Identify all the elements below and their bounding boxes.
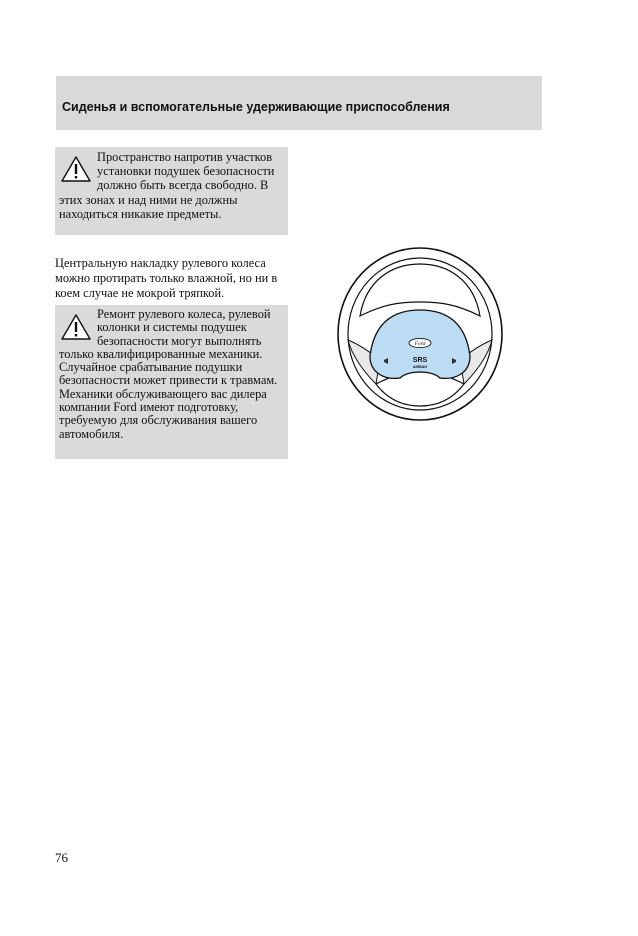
srs-label: SRS [412, 357, 428, 364]
warning-text-2: Ремонт рулевого колеса, рулевой колонки и системы подушек безопасности могут выполнять только квалифицированные механики. Случайное срабатывание подушки безопасности может привести к травмам. Механики обслуживающего вас дилера компании Ford имеют подготовку, требуемую для обслуживания вашего автомобиля. [59, 307, 278, 441]
cleaning-paragraph: Центральную накладку рулевого колеса можно протирать только влажной, но ни в коем случае не мокрой тряпкой. [55, 256, 278, 300]
warning-text-1: Пространство напротив участков установки подушек безопасности должно быть всегда свободно. В этих зонах и над ними не должны находиться никакие предметы. [59, 150, 275, 221]
steering-wheel-illustration [336, 244, 504, 422]
page-number: 76 [55, 850, 68, 865]
ford-logo-text: Ford [414, 341, 426, 347]
warning-box-1 [55, 147, 288, 235]
airbag-label: AIRBAG [412, 365, 428, 369]
section-title: Сиденья и вспомогательные удерживающие приспособления [62, 100, 450, 114]
warning-box-2 [55, 305, 288, 459]
